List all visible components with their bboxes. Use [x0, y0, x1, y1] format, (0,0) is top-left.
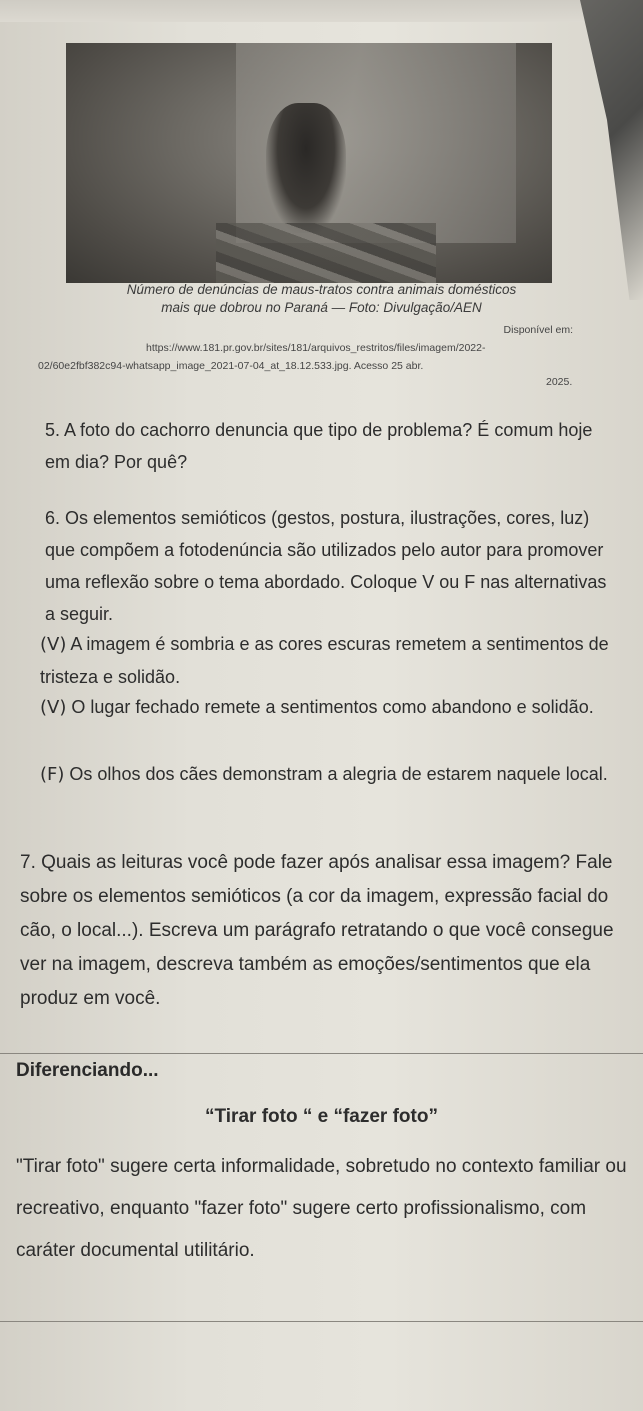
- source-year: 2025.: [546, 376, 573, 388]
- option-2: [40, 691, 630, 724]
- photo-debris: [216, 223, 436, 283]
- option-1-mark: (V): [40, 634, 67, 655]
- question-5: 5. A foto do cachorro denuncia que tipo de problema? É comum hoje em dia? Por quê?: [45, 420, 593, 472]
- previous-page-edge: [0, 0, 643, 22]
- option-1: [40, 628, 630, 693]
- info-box-title: Diferenciando...: [16, 1060, 159, 1081]
- source-url-line1: https://www.181.pr.gov.br/sites/181/arquivos_restritos/files/imagem/2022-: [146, 342, 486, 354]
- option-3: [40, 758, 630, 791]
- question-7: 7. Quais as leituras você pode fazer após analisar essa imagem? Fale sobre os elementos semióticos (a cor da imagem, expressão facial do cão, o local...). Escreva um parágrafo retratando o que você consegue ver na imagem, descreva também as emoções/sentimentos que ela produz em você.: [20, 852, 614, 1009]
- option-2-text: O lugar fechado remete a sentimentos como abandono e solidão.: [71, 697, 594, 717]
- photo-caption-line1: Número de denúncias de maus-tratos contra animais domésticos: [126, 282, 517, 297]
- option-3-mark: (F): [40, 764, 65, 785]
- question-6: 6. Os elementos semióticos (gestos, postura, ilustrações, cores, luz) que compõem a fotodenúncia são utilizados pelo autor para promover uma reflexão sobre o tema abordado. Coloque V ou F nas alternativas a seguir.: [45, 508, 607, 624]
- background-shadow: [553, 0, 643, 300]
- info-box-subtitle: “Tirar foto “ e “fazer foto”: [205, 1106, 438, 1127]
- info-box-body: "Tirar foto" sugere certa informalidade, sobretudo no contexto familiar ou recreativo, enquanto "fazer foto" sugere certo profissionalismo, com caráter documental utilitário.: [16, 1156, 627, 1261]
- dog-photo: [66, 43, 552, 283]
- option-1-text: A imagem é sombria e as cores escuras remetem a sentimentos de tristeza e solidão.: [40, 634, 609, 687]
- option-2-mark: (V): [40, 697, 67, 718]
- option-3-text: Os olhos dos cães demonstram a alegria de estarem naquele local.: [69, 764, 608, 784]
- source-url-line2: 02/60e2fbf382c94-whatsapp_image_2021-07-04_at_18.12.533.jpg. Acesso 25 abr.: [38, 360, 424, 372]
- photo-caption-line2: mais que dobrou no Paraná — Foto: Divulgação/AEN: [161, 300, 482, 315]
- photo-dog: [266, 103, 346, 233]
- source-label: Disponível em:: [503, 324, 573, 336]
